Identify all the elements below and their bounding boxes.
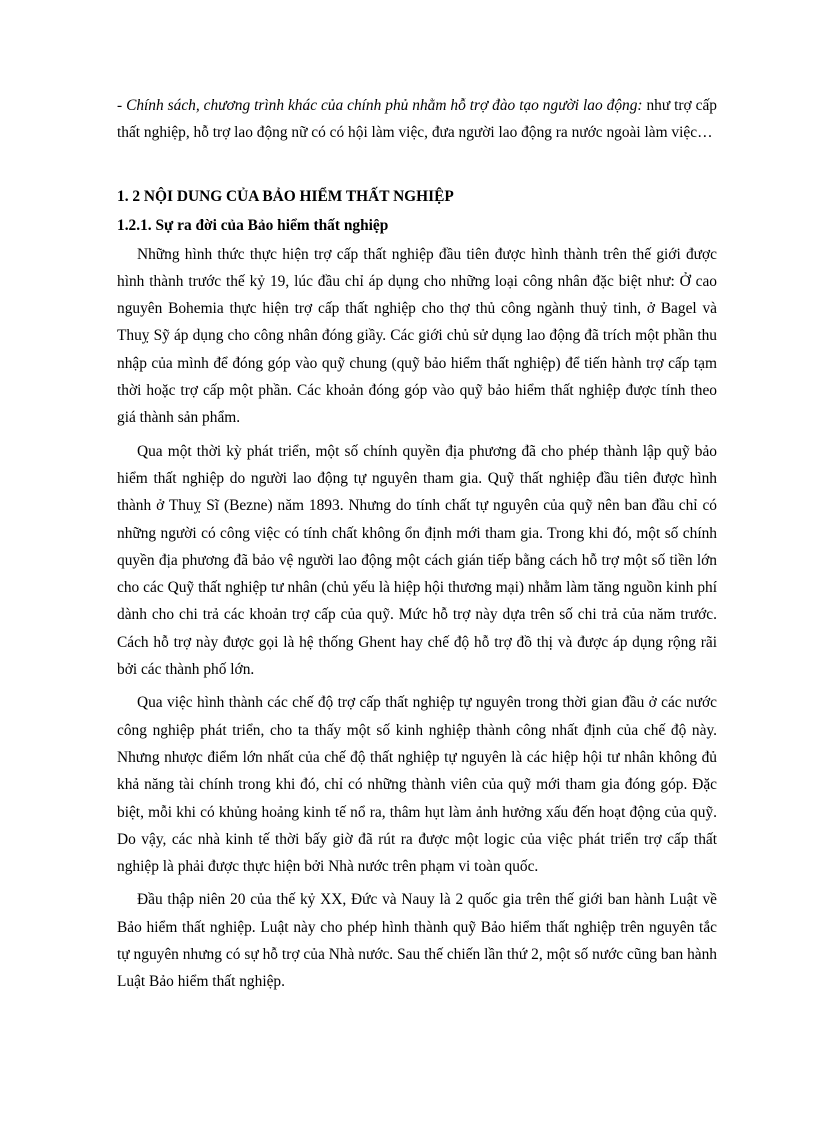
- intro-lead-italic: - Chính sách, chương trình khác của chính phủ nhằm hỗ trợ đào tạo người lao động:: [117, 97, 643, 114]
- section-heading: 1. 2 NỘI DUNG CỦA BẢO HIỂM THẤT NGHIỆP: [117, 187, 454, 205]
- paragraph-national-laws: Đầu thập niên 20 của thế kỷ XX, Đức và Nauy là 2 quốc gia trên thế giới ban hành Luật về Bảo hiểm thất nghiệp. Luật này cho phép hình thành quỹ Bảo hiểm thất nghiệp trên nguyên tắc tự nguyên nhưng có sự hỗ trợ của Nhà nước. Sau thế chiến lần thứ 2, một số nước cũng ban hành Luật Bảo hiểm thất nghiệp.: [117, 891, 717, 991]
- paragraph-origins: Những hình thức thực hiện trợ cấp thất nghiệp đầu tiên được hình thành trên thế giới được hình thành trước thế kỷ 19, lúc đầu chỉ áp dụng cho những loại công nhân đặc biệt như: Ở cao nguyên Bohemia thực hiện trợ cấp thất nghiệp cho thợ thủ công ngành thuỷ tinh, ở Bagel và Thuỵ Sỹ áp dụng cho công nhân đóng giầy. Các giới chủ sử dụng lao động đã trích một phần thu nhập của mình để đóng góp vào quỹ chung (quỹ bảo hiểm thất nghiệp) để tiến hành trợ cấp tạm thời hoặc trợ cấp một phần. Các khoản đóng góp vào quỹ bảo hiểm thất nghiệp được tính theo giá thành sản phẩm.: [117, 245, 717, 427]
- intro-paragraph: [117, 92, 717, 147]
- paragraph-voluntary-schemes: Qua việc hình thành các chế độ trợ cấp thất nghiệp tự nguyên trong thời gian đầu ở các nước công nghiệp phát triển, cho ta thấy một số kinh nghiệp thành công nhất định của chế độ này. Nhưng nhược điểm lớn nhất của chế độ thất nghiệp tự nguyên là các hiệp hội tư nhân không đủ khả năng tài chính trong khi đó, chỉ có những thành viên của quỹ mới tham gia đóng góp. Đặc biệt, mỗi khi có khủng hoảng kinh tế nổ ra, thâm hụt làm ảnh hưởng xấu đến hoạt động của quỹ. Do vậy, các nhà kinh tế thời bấy giờ đã rút ra được một logic của việc phát triển trợ cấp thất nghiệp là phải được thực hiện bởi Nhà nước trên phạm vi toàn quốc.: [117, 694, 717, 876]
- intro-rest: như trợ cấp thất nghiệp, hỗ trợ lao động nữ có có hội làm việc, đưa người lao động ra nước ngoài làm việc…: [117, 97, 717, 142]
- paragraph-local-funds: Qua một thời kỳ phát triển, một số chính quyền địa phương đã cho phép thành lập quỹ bảo hiểm thất nghiệp do người lao động tự nguyên tham gia. Quỹ thất nghiệp đầu tiên được hình thành ở Thuỵ Sĩ (Bezne) năm 1893. Nhưng do tính chất tự nguyên của quỹ nên ban đầu chỉ có những người có công việc có tính chất không ổn định mới tham gia. Trong khi đó, một số chính quyền địa phương đã bảo vệ người lao động một cách gián tiếp bằng cách hỗ trợ một số tiền lớn cho các Quỹ thất nghiệp tư nhân (chủ yếu là hiệp hội thương mại) nhằm làm tăng nguồn kinh phí dành cho chi trả các khoản trợ cấp của quỹ. Mức hỗ trợ này dựa trên số chi trả của năm trước. Cách hỗ trợ này được gọi là hệ thống Ghent hay chế độ hỗ trợ đồ thị và được áp dụng rộng rãi bởi các thành phố lớn.: [117, 442, 717, 679]
- document-page: [117, 92, 717, 1002]
- subsection-heading: 1.2.1. Sự ra đời của Bảo hiểm thất nghiệp: [117, 216, 389, 234]
